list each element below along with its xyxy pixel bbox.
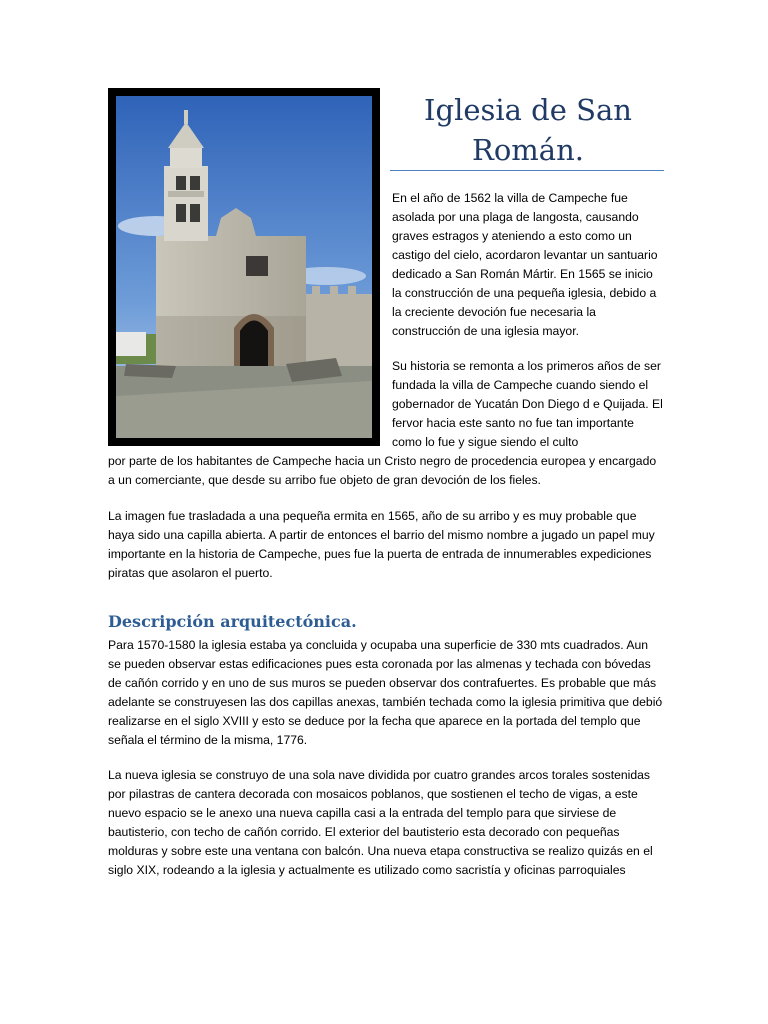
- section-heading: Descripción arquitectónica.: [108, 612, 357, 631]
- paragraph-plaga-langosta: En el año de 1562 la villa de Campeche fue asolada por una plaga de langosta, causando graves estragos y ateniendo a esto como un castigo del cielo, acordaron levantar un santuario dedicado a San Román Mártir. En 1565 se inicio la construcción de una pequeña iglesia, debido a la creciente devoción fue necesaria la construcción de una iglesia mayor.: [392, 191, 658, 338]
- paragraph-imagen-trasladada: La imagen fue trasladada a una pequeña ermita en 1565, año de su arribo y es muy probable que haya sido una capilla abierta. A partir de entonces el barrio del mismo nombre a jugado un papel muy importante en la historia de Campeche, pues fue la puerta de entrada de innumerables expediciones piratas que asolaron el puerto.: [108, 509, 655, 580]
- title-underline: [390, 170, 664, 171]
- paragraph-nueva-iglesia: La nueva iglesia se construyo de una sola nave dividida por cuatro grandes arcos torales sostenidas por pilastras de cantera decorada con mosaicos poblanos, que sostienen el techo de vigas, a este nuevo espacio se le anexo una nueva capilla casi a la entrada del templo para que sirviese de bautisterio, con techo de cañón corrido. El exterior del bautisterio esta decorado con pequeñas molduras y sobre este una ventana con balcón. Una nueva etapa constructiva se realizo quizás en el siglo XIX, rodeando a la iglesia y actualmente es utilizado como sacristía y oficinas parroquiales: [108, 768, 653, 877]
- page-title: Iglesia de San Román.: [424, 93, 632, 167]
- paragraph-historia-continued: por parte de los habitantes de Campeche hacia un Cristo negro de procedencia europea y encargado a un comerciante, que desde su arribo fue objeto de gran devoción de los fieles.: [108, 454, 657, 487]
- church-photo: [108, 88, 380, 446]
- paragraph-historia: Su historia se remonta a los primeros años de ser fundada la villa de Campeche cuando siendo el gobernador de Yucatán Don Diego d e Quijada. El fervor hacia este santo no fue tan importante como lo fue y sigue siendo el culto: [392, 359, 663, 449]
- paragraph-descripcion: Para 1570-1580 la iglesia estaba ya concluida y ocupaba una superficie de 330 mts cuadrados. Aun se pueden observar estas edificaciones pues esta coronada por las almenas y techada con bóvedas de cañón corrido y en uno de sus muros se pueden observar dos contrafuertes. Es probable que más adelante se construyesen las dos capillas anexas, también techada como la iglesia primitiva que debió realizarse en el siglo XVIII y esto se deduce por la fecha que aparece en la portada del templo que señala el término de la misma, 1776.: [108, 638, 663, 747]
- church-illustration: [116, 96, 372, 438]
